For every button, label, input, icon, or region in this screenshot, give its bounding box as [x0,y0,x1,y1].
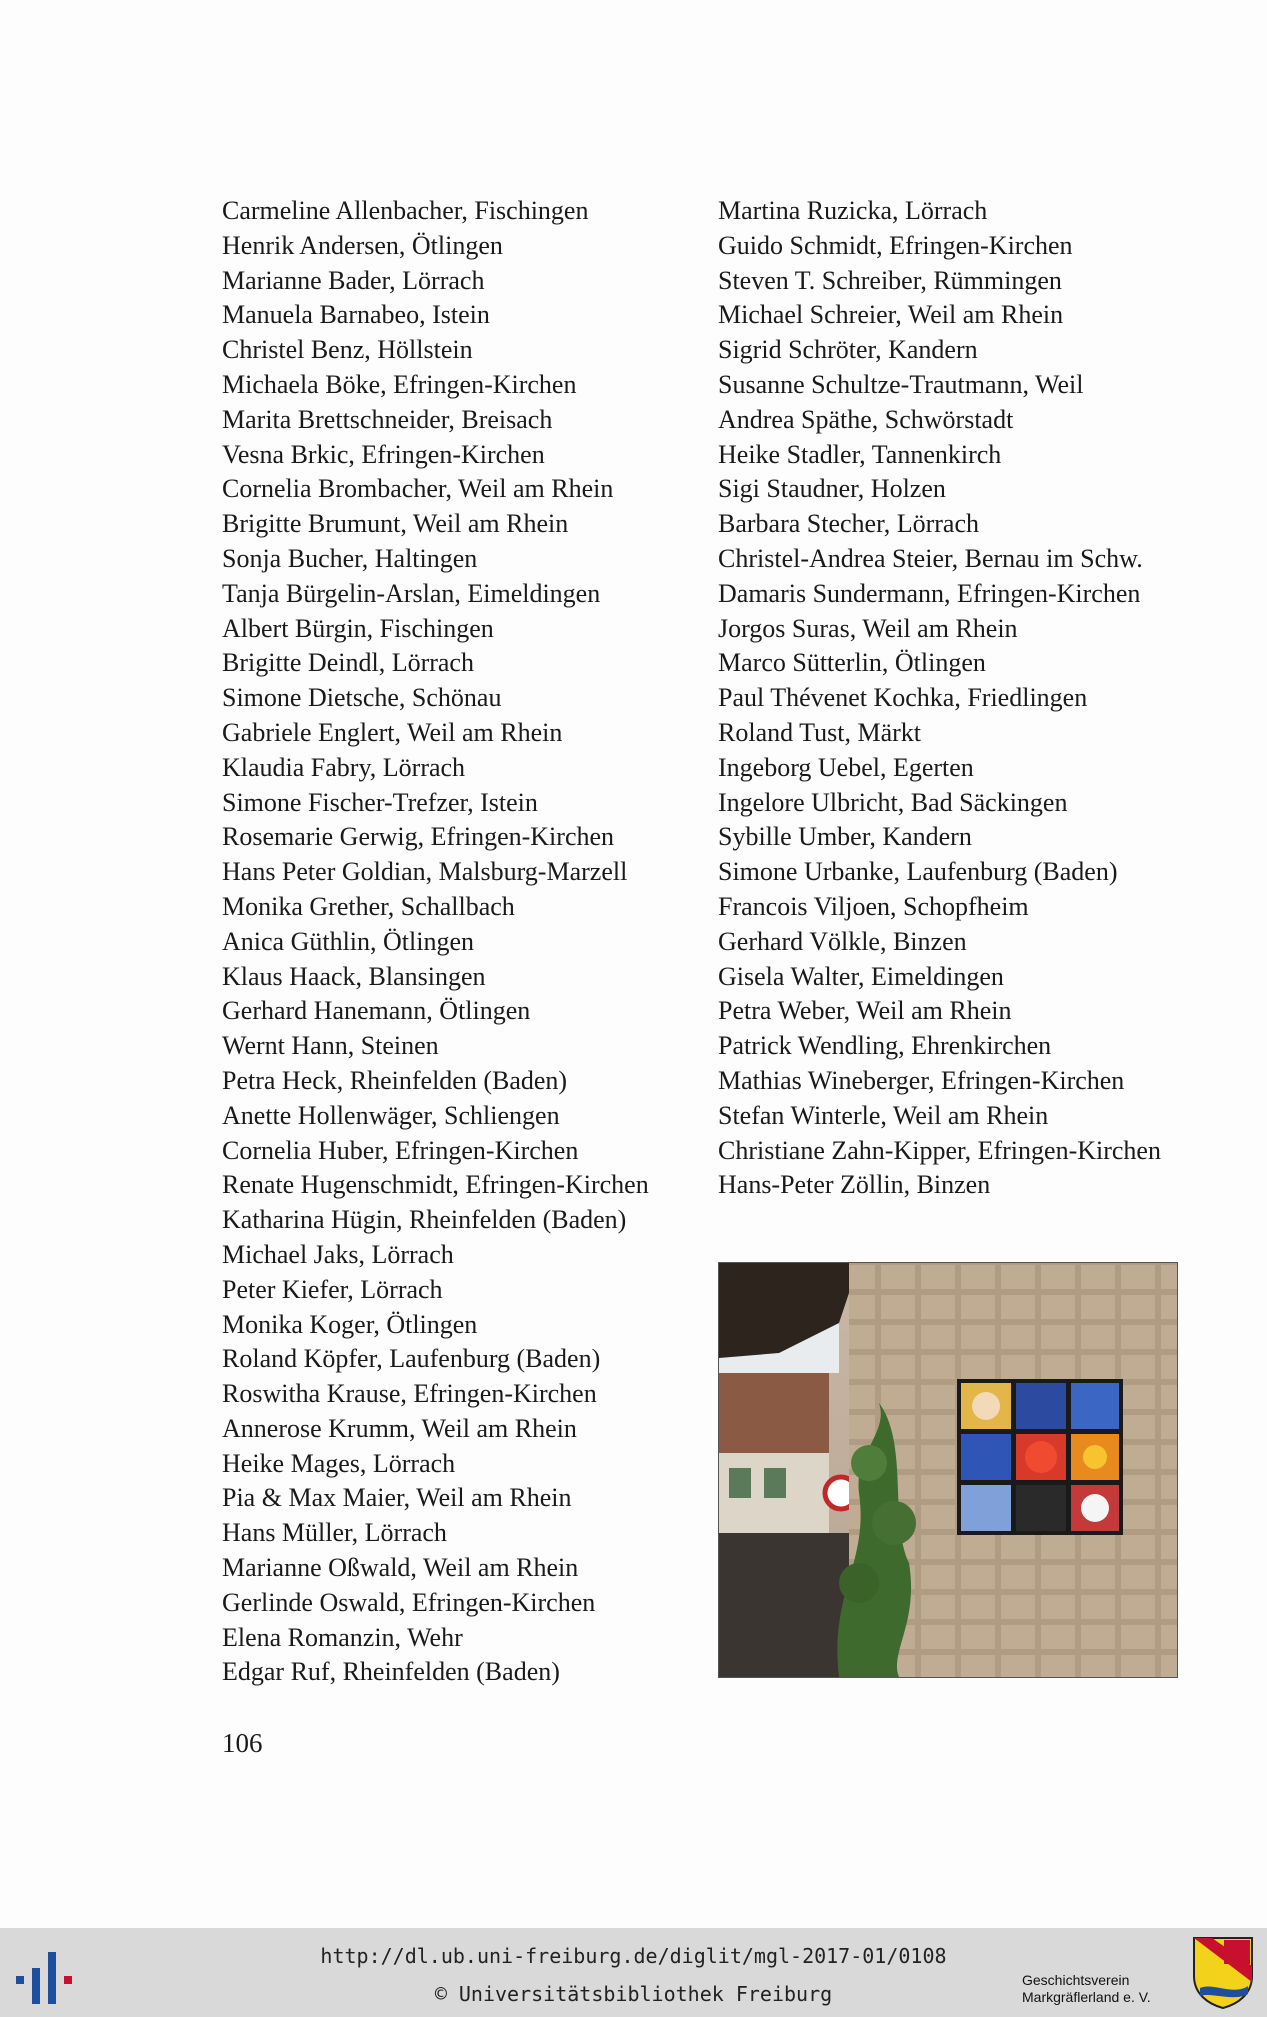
contributor-entry: Sigrid Schröter, Kandern [718,335,978,365]
contributor-entry: Petra Heck, Rheinfelden (Baden) [222,1065,568,1095]
contributor-entry: Cornelia Huber, Efringen-Kirchen [222,1135,579,1165]
contributor-entry: Francois Viljoen, Schopfheim [718,891,1029,921]
contributor-entry: Marianne Bader, Lörrach [222,265,485,295]
contributor-entry: Damaris Sundermann, Efringen-Kirchen [718,578,1141,608]
coat-of-arms-icon [1192,1936,1254,2010]
contributor-entry: Vesna Brkic, Efringen-Kirchen [222,439,545,469]
contributor-entry: Sybille Umber, Kandern [718,822,972,852]
contributor-entry: Susanne Schultze-Trautmann, Weil [718,369,1084,399]
contributor-entry: Simone Dietsche, Schönau [222,683,502,713]
contributor-entry: Christel-Andrea Steier, Bernau im Schw. [718,543,1143,573]
page-number: 106 [222,1728,263,1758]
contributor-entry: Gerhard Hanemann, Ötlingen [222,996,531,1026]
footer-bar [0,1928,1267,2017]
contributor-entry: Marita Brettschneider, Breisach [222,404,553,434]
contributor-list-left [222,194,692,1690]
contributor-entry: Rosemarie Gerwig, Efringen-Kirchen [222,822,615,852]
contributor-entry: Manuela Barnabeo, Istein [222,300,490,330]
contributor-entry: Michael Jaks, Lörrach [222,1239,454,1269]
contributor-entry: Paul Thévenet Kochka, Friedlingen [718,683,1088,713]
contributor-entry: Peter Kiefer, Lörrach [222,1274,443,1304]
contributor-entry: Gabriele Englert, Weil am Rhein [222,717,563,747]
society-name-line1: Geschichtsverein [1022,1972,1130,1988]
contributor-entry: Roswitha Krause, Efringen-Kirchen [222,1379,597,1409]
contributor-entry: Hans Peter Goldian, Malsburg-Marzell [222,857,628,887]
contributor-entry: Katharina Hügin, Rheinfelden (Baden) [222,1205,627,1235]
contributor-entry: Guido Schmidt, Efringen-Kirchen [718,230,1073,260]
contributor-entry: Annerose Krumm, Weil am Rhein [222,1413,577,1443]
source-url[interactable]: http://dl.ub.uni-freiburg.de/diglit/mgl-2017-01/0108 [320,1944,947,1968]
contributor-entry: Brigitte Brumunt, Weil am Rhein [222,509,569,539]
contributor-entry: Christel Benz, Höllstein [222,335,473,365]
contributor-entry: Cornelia Brombacher, Weil am Rhein [222,474,614,504]
contributor-entry: Heike Stadler, Tannenkirch [718,439,1002,469]
contributor-entry: Mathias Wineberger, Efringen-Kirchen [718,1065,1125,1095]
contributor-entry: Anette Hollenwäger, Schliengen [222,1100,560,1130]
contributor-entry: Sigi Staudner, Holzen [718,474,946,504]
contributor-entry: Hans-Peter Zöllin, Binzen [718,1170,991,1200]
contributor-entry: Elena Romanzin, Wehr [222,1622,463,1652]
contributor-entry: Gerhard Völkle, Binzen [718,926,967,956]
contributor-entry: Wernt Hann, Steinen [222,1031,439,1061]
contributor-entry: Edgar Ruf, Rheinfelden (Baden) [222,1657,560,1687]
contributor-entry: Heike Mages, Lörrach [222,1448,456,1478]
society-name [1022,1972,1151,2006]
photo-illustration [719,1263,1177,1677]
contributor-entry: Barbara Stecher, Lörrach [718,509,979,539]
contributor-list-right [718,194,1188,1203]
contributor-entry: Albert Bürgin, Fischingen [222,613,494,643]
contributor-entry: Steven T. Schreiber, Rümmingen [718,265,1062,295]
contributor-entry: Klaudia Fabry, Lörrach [222,752,466,782]
contributor-entry: Jorgos Suras, Weil am Rhein [718,613,1018,643]
contributor-entry: Anica Güthlin, Ötlingen [222,926,475,956]
contributor-entry: Hans Müller, Lörrach [222,1518,447,1548]
contributor-entry: Simone Urbanke, Laufenburg (Baden) [718,857,1118,887]
contributor-entry: Michael Schreier, Weil am Rhein [718,300,1064,330]
contributor-entry: Christiane Zahn-Kipper, Efringen-Kirchen [718,1135,1161,1165]
contributor-entry: Brigitte Deindl, Lörrach [222,648,474,678]
contributor-entry: Roland Köpfer, Laufenburg (Baden) [222,1344,601,1374]
contributor-entry: Andrea Späthe, Schwörstadt [718,404,1014,434]
contributor-entry: Patrick Wendling, Ehrenkirchen [718,1031,1052,1061]
contributor-entry: Marianne Oßwald, Weil am Rhein [222,1553,579,1583]
contributor-entry: Tanja Bürgelin-Arslan, Eimeldingen [222,578,601,608]
artwork-photo [718,1262,1178,1678]
contributor-entry: Stefan Winterle, Weil am Rhein [718,1100,1049,1130]
contributor-entry: Michaela Böke, Efringen-Kirchen [222,369,577,399]
contributor-entry: Petra Weber, Weil am Rhein [718,996,1012,1026]
contributor-entry: Gisela Walter, Eimeldingen [718,961,1004,991]
contributor-entry: Pia & Max Maier, Weil am Rhein [222,1483,572,1513]
contributor-entry: Roland Tust, Märkt [718,717,921,747]
contributor-entry: Carmeline Allenbacher, Fischingen [222,196,589,225]
contributor-entry: Monika Grether, Schallbach [222,891,515,921]
contributor-entry: Gerlinde Oswald, Efringen-Kirchen [222,1587,596,1617]
contributor-entry: Simone Fischer-Trefzer, Istein [222,787,538,817]
contributor-entry: Sonja Bucher, Haltingen [222,543,478,573]
contributor-entry: Monika Koger, Ötlingen [222,1309,478,1339]
contributor-entry: Renate Hugenschmidt, Efringen-Kirchen [222,1170,649,1200]
contributor-entry: Klaus Haack, Blansingen [222,961,486,991]
contributor-entry: Marco Sütterlin, Ötlingen [718,648,986,678]
contributor-entry: Ingelore Ulbricht, Bad Säckingen [718,787,1068,817]
copyright-notice: © Universitätsbibliothek Freiburg [434,1982,833,2006]
contributor-entry: Ingeborg Uebel, Egerten [718,752,974,782]
contributor-entry: Henrik Andersen, Ötlingen [222,230,503,260]
contributor-entry: Martina Ruzicka, Lörrach [718,196,988,225]
society-name-line2: Markgräflerland e. V. [1022,1989,1151,2005]
